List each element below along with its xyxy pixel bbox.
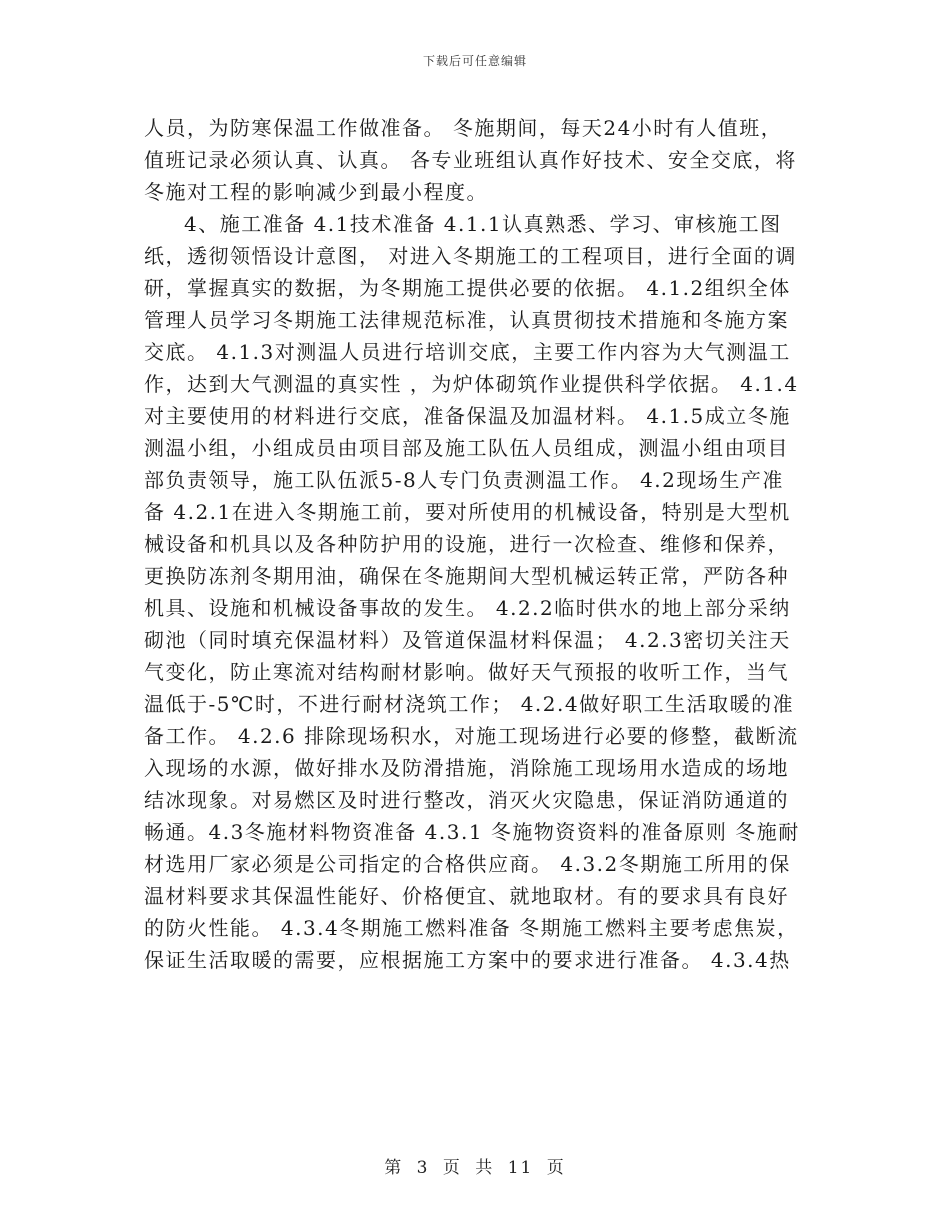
- body-line: 管理人员学习冬期施工法律规范标准，认真贯彻技术措施和冬施方案: [144, 308, 789, 332]
- body-line: 研，掌握真实的数据，为冬期施工提供必要的依据。 4.1.2组织全体: [144, 276, 791, 300]
- body-line: 温低于-5℃时，不进行耐材浇筑工作； 4.2.4做好职工生活取暖的准: [144, 692, 795, 716]
- body-line: 械设备和机具以及各种防护用的设施，进行一次检查、维修和保养，: [144, 532, 789, 556]
- body-line: 人员，为防寒保温工作做准备。 冬施期间，每天24小时有人值班，: [144, 116, 783, 140]
- page-number-footer: 第 3 页 共 11 页: [384, 1158, 566, 1178]
- body-line: 纸，透彻领悟设计意图， 对进入冬期施工的工程项目，进行全面的调: [144, 244, 797, 268]
- body-line: 保证生活取暖的需要，应根据施工方案中的要求进行准备。 4.3.4热: [144, 948, 791, 972]
- body-line: 交底。 4.1.3对测温人员进行培训交底，主要工作内容为大气测温工: [144, 340, 791, 364]
- body-line: 值班记录必须认真、认真。 各专业班组认真作好技术、安全交底，将: [144, 148, 797, 172]
- body-line: 冬施对工程的影响减少到最小程度。: [144, 180, 488, 204]
- body-line: 畅通。4.3冬施材料物资准备 4.3.1 冬施物资资料的准备原则 冬施耐: [144, 820, 800, 844]
- body-line: 备 4.2.1在进入冬期施工前，要对所使用的机械设备，特别是大型机: [144, 500, 791, 524]
- document-body: [144, 112, 812, 976]
- body-line: 测温小组，小组成员由项目部及施工队伍人员组成，测温小组由项目: [144, 436, 789, 460]
- body-line: 部负责领导，施工队伍派5-8人专门负责测温工作。 4.2现场生产准: [144, 468, 784, 492]
- body-line: 作，达到大气测温的真实性 ，为炉体砌筑作业提供科学依据。 4.1.4: [144, 372, 799, 396]
- page-header: 下载后可任意编辑: [422, 54, 527, 68]
- body-line: 对主要使用的材料进行交底，准备保温及加温材料。 4.1.5成立冬施: [144, 404, 791, 428]
- body-line: 更换防冻剂冬期用油，确保在冬施期间大型机械运转正常，严防各种: [144, 564, 789, 588]
- body-line: 气变化，防止寒流对结构耐材影响。做好天气预报的收听工作，当气: [144, 660, 789, 684]
- body-line: 温材料要求其保温性能好、价格便宜、就地取材。有的要求具有良好: [144, 884, 789, 908]
- body-line: 砌池（同时填充保温材料）及管道保温材料保温； 4.2.3密切关注天: [144, 628, 791, 652]
- body-line: 的防火性能。 4.3.4冬期施工燃料准备 冬期施工燃料主要考虑焦炭，: [144, 916, 799, 940]
- body-line: 结冰现象。对易燃区及时进行整改，消灭火灾隐患，保证消防通道的: [144, 788, 789, 812]
- body-line: 材选用厂家必须是公司指定的合格供应商。 4.3.2冬期施工所用的保: [144, 852, 791, 876]
- body-line: 备工作。 4.2.6 排除现场积水，对施工现场进行必要的修整，截断流: [144, 724, 799, 748]
- body-line-paragraph-start: 4、施工准备 4.1技术准备 4.1.1认真熟悉、学习、审核施工图: [184, 212, 782, 236]
- body-line: 入现场的水源，做好排水及防滑措施，消除施工现场用水造成的场地: [144, 756, 789, 780]
- body-line: 机具、设施和机械设备事故的发生。 4.2.2临时供水的地上部分采纳: [144, 596, 791, 620]
